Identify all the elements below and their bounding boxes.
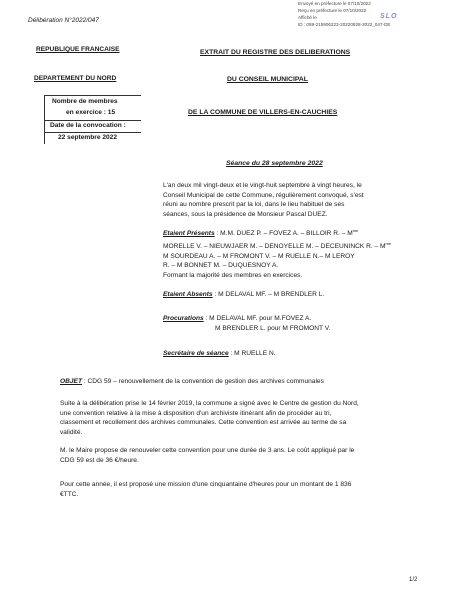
- text-line: Conseil Municipal de cette Commune, régulièrement convoqué, s'est: [163, 191, 364, 199]
- procurations-block: [163, 314, 423, 333]
- stamp-line: ID : 059-215906223-20220928-2022_047-DE: [298, 22, 391, 27]
- objet-label: OBJET: [60, 378, 82, 385]
- text-line: M SOURDEAU A. – M FROMONT V. – M RUELLE N.– M LEROY: [163, 252, 355, 260]
- secretaire-text: : M RUELLE N.: [230, 350, 276, 357]
- presents-block: Etaient Présents : M.M. DUEZ P. – FOVEZ A. – BILLOIR R. – $M^{me}$ MORELLE V. – NIEUWJAER M. – DENOYELLE M. – DECEUNINCK R. – $M^{me}$ M SOURDEAU A. – M FROMONT V. – M RUELLE N.– M LEROY R. – M BONNET M. – DUQUESNOY A. Formant la majorité des membres en exercices.: [163, 226, 423, 280]
- departement-label: DEPARTEMENT DU NORD: [34, 75, 117, 82]
- seance-date: Séance du 28 septembre 2022: [226, 160, 323, 167]
- objet-line: [60, 377, 420, 387]
- text-line: séances, sous la présidence de Monsieur Pascal DUEZ.: [163, 210, 328, 218]
- convocation-label: Date de la convocation :: [50, 122, 126, 129]
- commune-title: DE LA COMMUNE DE VILLERS-EN-CAUCHIES: [188, 109, 338, 116]
- absents-label: Etaient Absents: [163, 291, 213, 298]
- majority-line: Formant la majorité des membres en exercices.: [163, 271, 303, 279]
- text-line: M BRENDLER L. pour M FROMONT V.: [215, 324, 331, 332]
- stamp-line: Affiché le: [298, 15, 317, 20]
- members-label: Nombre de membres: [52, 98, 118, 105]
- box-divider: [45, 120, 141, 121]
- text-line: €TTC.: [60, 490, 79, 498]
- secretaire-block: [163, 349, 423, 359]
- text-line: R. – M BONNET M. – DUQUESNOY A.: [163, 262, 279, 270]
- convocation-date: 22 septembre 2022: [58, 134, 118, 141]
- stamp-line: Reçu en préfecture le 07/10/2022: [298, 8, 367, 13]
- objet-text: : CDG 59 – renouvellement de la convention de gestion des archives communales: [83, 378, 324, 385]
- body-paragraph-1: [60, 399, 425, 437]
- transmission-stamp: [298, 0, 444, 38]
- members-count: en exercice : 15: [66, 109, 116, 116]
- page-number: 1/2: [409, 577, 418, 583]
- text-line: réuni au nombre prescrit par la loi, dans le lieu habituel de ses: [163, 201, 345, 209]
- text-line: une convention relative à la mise à disposition d'un archiviste itinérant afin de procéder au tri,: [60, 409, 332, 417]
- presents-label: Etaient Présents: [163, 230, 215, 238]
- box-divider: [45, 132, 141, 133]
- text-line: M. le Maire propose de renouveler cette convention pour une durée de 3 ans. Le coût appliqué par le: [60, 447, 355, 454]
- text-line: classement et recollement des archives communales. Cette convention est arrivée au terme de sa: [60, 419, 347, 427]
- conseil-title: DU CONSEIL MUNICIPAL: [227, 76, 308, 83]
- text-line: Pour cette année, il est proposé une mission d'une cinquantaine d'heures pour un montant de 1 836: [60, 481, 352, 488]
- text-line: : M.M. DUEZ P. – FOVEZ A. – BILLOIR R. – M: [216, 230, 353, 238]
- absents-text: : M DELAVAL MF. – M BRENDLER L.: [214, 291, 325, 298]
- procurations-label: Procurations: [163, 315, 204, 322]
- text-line: L'an deux mil vingt-deux et le vingt-huit septembre à vingt heures, le: [163, 182, 362, 189]
- republique-label: REPUBLIQUE FRANCAISE: [36, 46, 120, 53]
- absents-block: [163, 290, 423, 300]
- intro-paragraph: [163, 181, 418, 219]
- text-line: validité.: [60, 428, 83, 436]
- text-line: MORELLE V. – NIEUWJAER M. – DENOYELLE M. – DECEUNINCK R. – M: [163, 242, 386, 250]
- stamp-line: Envoyé en préfecture le 07/10/2022: [298, 1, 371, 6]
- body-paragraph-3: [60, 480, 425, 499]
- extrait-title: EXTRAIT DU REGISTRE DES DELIBERATIONS: [200, 49, 351, 56]
- secretaire-label: Secrétaire de séance: [163, 350, 229, 357]
- text-line: Suite à la délibération prise le 14 février 2019, la commune a signé avec le Centre de gestion du Nord,: [60, 400, 359, 407]
- slo-logo: SLO: [380, 13, 398, 20]
- text-line: : M DELAVAL MF. pour M.FOVEZ A.: [205, 315, 312, 322]
- body-paragraph-2: [60, 446, 425, 465]
- deliberation-number: Délibération N°2022/047: [28, 17, 99, 24]
- text-line: CDG 59 est de 36 €/heure.: [60, 456, 139, 464]
